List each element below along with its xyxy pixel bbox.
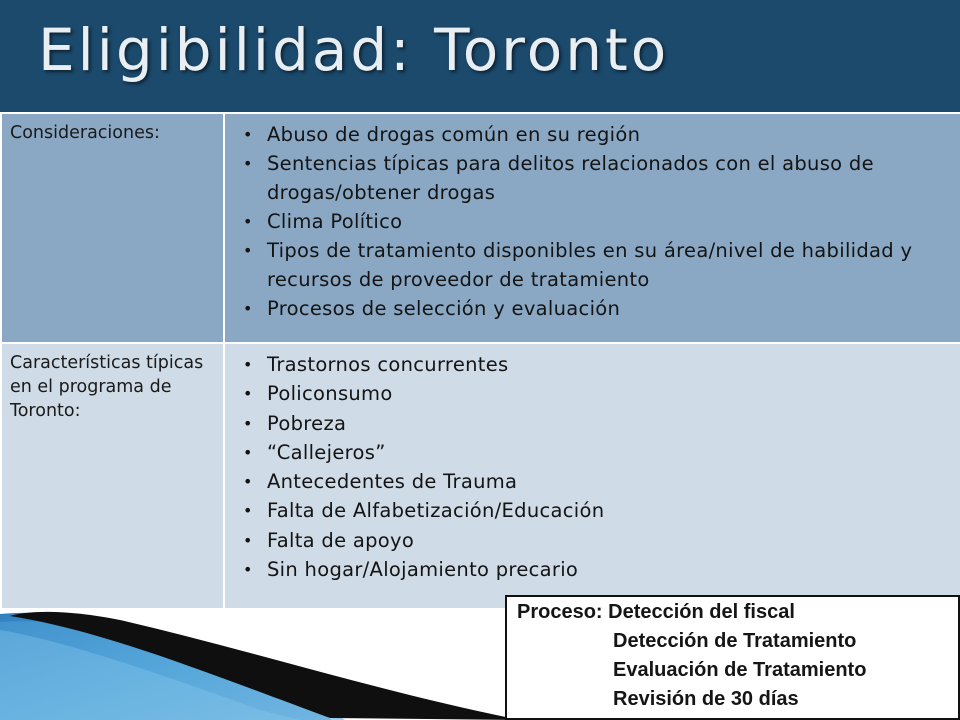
list-item: • Sin hogar/Alojamiento precario bbox=[243, 555, 960, 584]
list-item: • Clima Político bbox=[243, 207, 960, 236]
list-item: • “Callejeros” bbox=[243, 438, 960, 467]
characteristics-list bbox=[225, 344, 960, 584]
list-item: • Trastornos concurrentes bbox=[243, 350, 960, 379]
list-item: • Falta de Alfabetización/Educación bbox=[243, 496, 960, 525]
row-label-characteristics: Características típicas en el programa de Toronto: bbox=[10, 353, 204, 421]
process-line-1: Proceso: Detección del fiscal bbox=[517, 601, 795, 623]
row-label-cell bbox=[1, 343, 224, 609]
list-item: • Policonsumo bbox=[243, 379, 960, 408]
process-line-2: Detección de Tratamiento bbox=[613, 630, 857, 652]
eligibility-table bbox=[0, 112, 960, 610]
list-item: • Falta de apoyo bbox=[243, 526, 960, 555]
process-box bbox=[505, 595, 960, 720]
process-line-4: Revisión de 30 días bbox=[613, 688, 799, 710]
list-item: • Antecedentes de Trauma bbox=[243, 467, 960, 496]
table-row-considerations bbox=[1, 113, 960, 343]
list-item: • Pobreza bbox=[243, 409, 960, 438]
considerations-list bbox=[225, 114, 960, 323]
list-item: • Abuso de drogas común en su región bbox=[243, 120, 960, 149]
list-item: • Sentencias típicas para delitos relacionados con el abuso de drogas/obtener drogas bbox=[243, 149, 960, 207]
row-label-considerations: Consideraciones: bbox=[10, 123, 160, 143]
row-items-cell bbox=[224, 343, 960, 609]
list-item: • Procesos de selección y evaluación bbox=[243, 294, 960, 323]
row-items-cell bbox=[224, 113, 960, 343]
title-banner bbox=[0, 0, 960, 112]
row-label-cell bbox=[1, 113, 224, 343]
process-line-3: Evaluación de Tratamiento bbox=[613, 659, 867, 681]
decorative-swoosh bbox=[0, 600, 520, 720]
table-row-characteristics bbox=[1, 343, 960, 609]
slide-title: Eligibilidad: Toronto bbox=[38, 16, 670, 84]
list-item: • Tipos de tratamiento disponibles en su área/nivel de habilidad y recursos de proveedor de tratamiento bbox=[243, 236, 960, 294]
